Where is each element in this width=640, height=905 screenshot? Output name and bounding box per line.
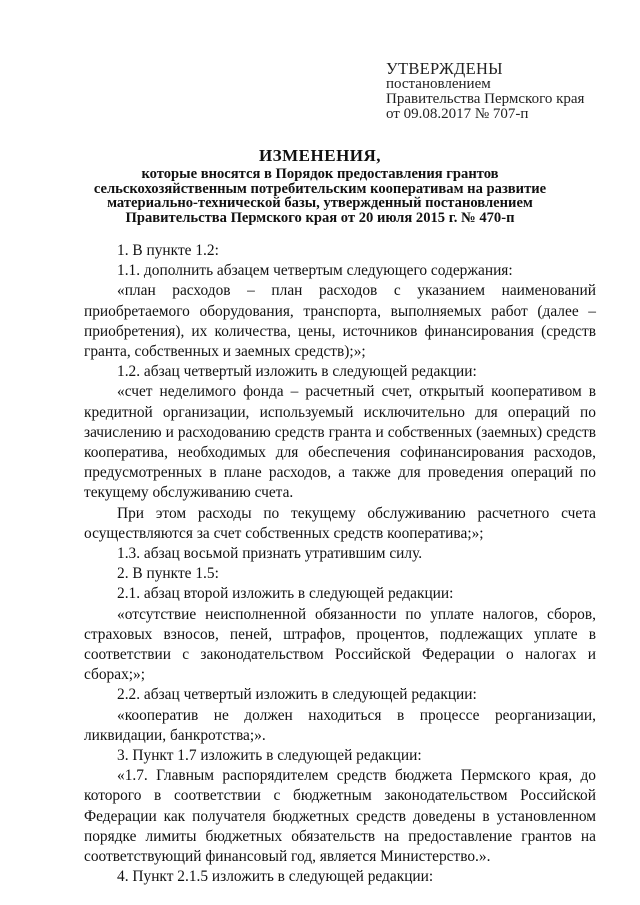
paragraph: «кооператив не должен находиться в процессе реорганизации, ликвидации, банкротства;». [84,706,596,744]
subtitle-line: Правительства Пермского края от 20 июля 2015 г. № 470-п [125,209,515,226]
approval-line: Правительства Пермского края [386,91,585,107]
paragraph: 1.2. абзац четвертый изложить в следующей редакции: [117,363,477,381]
document-title: ИЗМЕНЕНИЯ, [258,146,382,165]
paragraph: При этом расходы по текущему обслуживанию расчетного счета осуществляются за счет собственных средств кооператива;»; [84,504,596,542]
paragraph: 4. Пункт 2.1.5 изложить в следующей редакции: [117,868,434,886]
approval-line: постановлением [386,76,491,92]
paragraph: «счет неделимого фонда – расчетный счет, открытый кооперативом в кредитной организации, используемый исключительно для операций по зачислению и расходованию средств гранта и собственных (заемных) средств кооператива, необходимых для обеспечения софинансирования расходов, предусмотренных в плане расходов, а также для проведения операций по текущему обслуживанию счета. [84,383,596,502]
approval-line: от 09.08.2017 № 707-п [386,106,529,122]
paragraph: 2.2. абзац четвертый изложить в следующей редакции: [117,686,477,704]
paragraph: 2.1. абзац второй изложить в следующей редакции: [117,585,454,603]
subtitle-line: материально-технической базы, утвержденный постановлением [107,195,533,211]
paragraph: «отсутствие неисполненной обязанности по уплате налогов, сборов, страховых взносов, пеней, штрафов, процентов, подлежащих уплате в соответствии с законодательством Российской Федерации о налогах и сборах;»; [84,605,596,684]
subtitle-line: сельскохозяйственным потребительским кооперативам на развитие [93,180,547,197]
subtitle-line: которые вносятся в Порядок предоставления грантов [141,166,499,182]
paragraph: 1. В пункте 1.2: [117,242,219,259]
paragraph: 1.3. абзац восьмой признать утратившим силу. [117,545,423,563]
approval-heading: УТВЕРЖДЕНЫ [386,59,503,78]
approval-stamp [386,60,626,122]
paragraph: «1.7. Главным распорядителем средств бюджета Пермского края, до которого в соответствии с бюджетным законодательством Российской Федерации как получателя бюджетных средств доведены в установленном порядке лимиты бюджетных обязательств на предоставление грантов на соответствующий финансовый год, является Министерство.». [84,767,596,866]
paragraph: «план расходов – план расходов с указанием наименований приобретаемого оборудования, транспорта, выполняемых работ (далее – приобретения), их количества, цены, источников финансирования (средств гранта, собственных и заемных средств);»; [84,282,596,361]
paragraph: 3. Пункт 1.7 изложить в следующей редакции: [117,747,422,765]
document-body [84,241,596,888]
paragraph: 2. В пункте 1.5: [117,565,219,583]
document-subtitle [86,167,554,225]
paragraph: 1.1. дополнить абзацем четвертым следующего содержания: [117,262,513,280]
